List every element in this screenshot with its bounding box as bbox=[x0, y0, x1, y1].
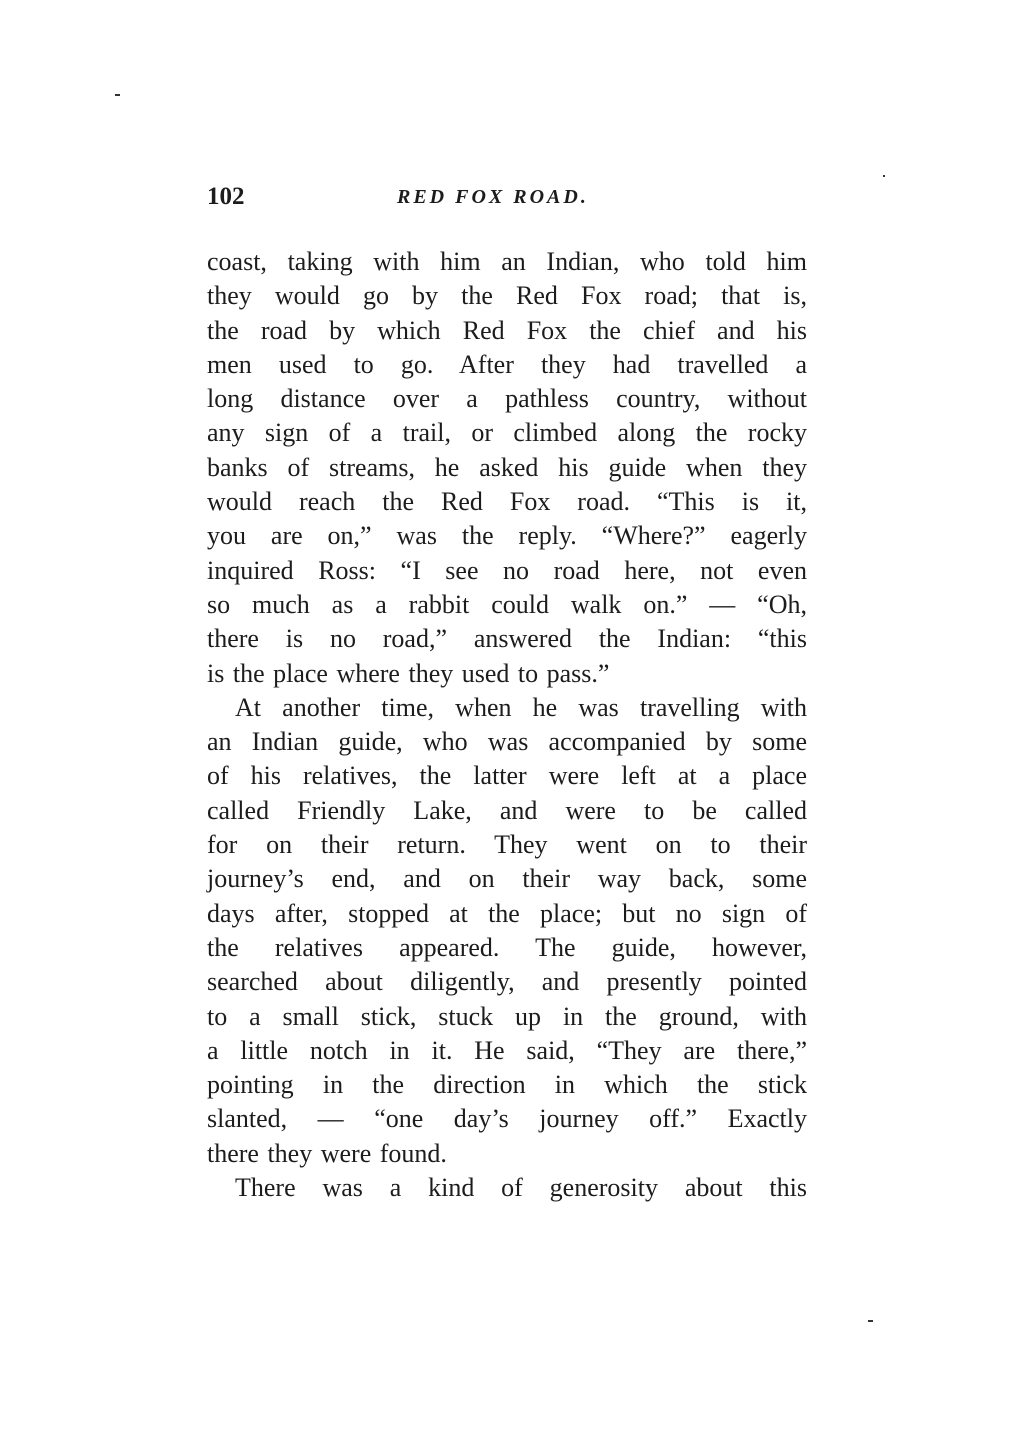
text-line: slanted, — “one day’s journey off.” Exactly bbox=[207, 1104, 807, 1134]
text-line: to a small stick, stuck up in the ground, with bbox=[207, 1001, 807, 1031]
paragraph bbox=[207, 691, 807, 1171]
text-line: would reach the Red Fox road. “This is it, bbox=[207, 487, 807, 517]
text-line: there is no road,” answered the Indian: “this bbox=[207, 624, 807, 654]
text-line: journey’s end, and on their way back, some bbox=[207, 864, 807, 894]
text-line: any sign of a trail, or climbed along the rocky bbox=[207, 418, 807, 448]
text-line: a little notch in it. He said, “They are there,” bbox=[207, 1035, 807, 1065]
page-number: 102 bbox=[207, 183, 245, 210]
text-line: the road by which Red Fox the chief and his bbox=[207, 315, 807, 345]
text-line: pointing in the direction in which the stick bbox=[207, 1070, 807, 1100]
text-line: inquired Ross: “I see no road here, not even bbox=[207, 555, 807, 585]
text-line: so much as a rabbit could walk on.” — “Oh, bbox=[207, 589, 807, 619]
scan-speck bbox=[883, 175, 885, 177]
text-line: There was a kind of generosity about this bbox=[235, 1173, 807, 1203]
scan-speck bbox=[115, 94, 120, 96]
text-line: banks of streams, he asked his guide when they bbox=[207, 452, 807, 482]
text-line: you are on,” was the reply. “Where?” eagerly bbox=[207, 521, 807, 551]
text-line: for on their return. They went on to their bbox=[207, 830, 807, 860]
text-line: called Friendly Lake, and were to be called bbox=[207, 795, 807, 825]
text-line: coast, taking with him an Indian, who told him bbox=[207, 247, 807, 276]
text-line: there they were found. bbox=[207, 1138, 447, 1168]
text-line: the relatives appeared. The guide, however, bbox=[207, 932, 807, 962]
text-line: men used to go. After they had travelled a bbox=[207, 349, 807, 379]
text-line: days after, stopped at the place; but no sign of bbox=[207, 898, 807, 928]
scan-speck bbox=[868, 1320, 873, 1322]
paragraph bbox=[207, 245, 807, 691]
paragraph bbox=[207, 1171, 807, 1205]
text-line: At another time, when he was travelling with bbox=[235, 692, 807, 722]
text-line: they would go by the Red Fox road; that is, bbox=[207, 281, 807, 311]
running-head bbox=[207, 183, 807, 223]
text-line: long distance over a pathless country, without bbox=[207, 384, 807, 414]
text-line: an Indian guide, who was accompanied by some bbox=[207, 727, 807, 757]
body-text bbox=[207, 245, 807, 1205]
text-line: is the place where they used to pass.” bbox=[207, 658, 610, 688]
text-line: of his relatives, the latter were left at a place bbox=[207, 761, 807, 791]
running-title: RED FOX ROAD. bbox=[397, 186, 589, 208]
text-line: searched about diligently, and presently pointed bbox=[207, 967, 807, 997]
